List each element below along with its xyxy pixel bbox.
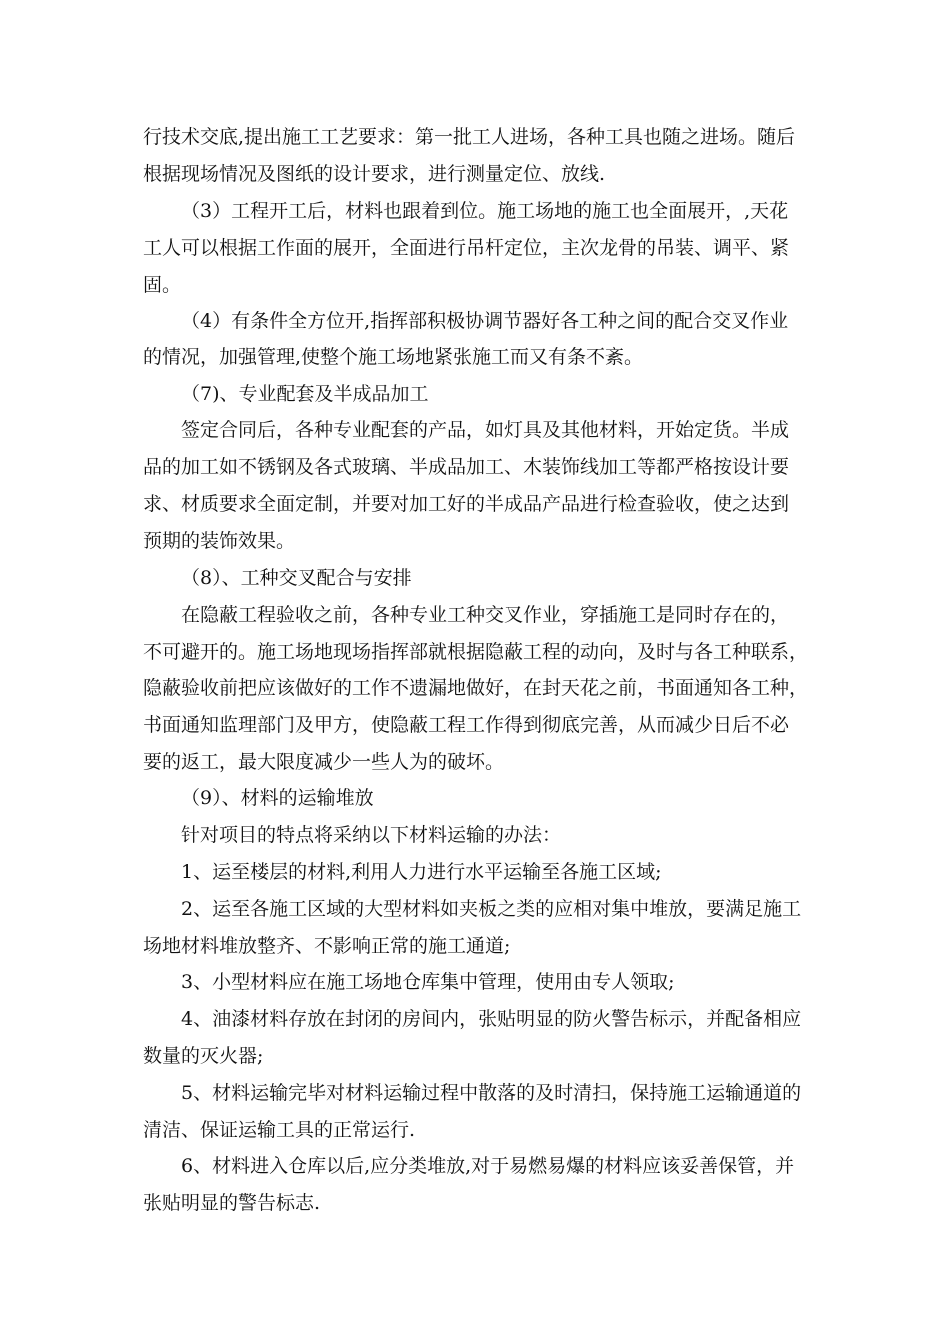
section-heading: （9）、材料的运输堆放 (181, 787, 374, 809)
section-heading: （7)、专业配套及半成品加工 (181, 383, 429, 405)
list-item: 5、材料运输完毕对材料运输过程中散落的及时清扫，保持施工运输通道的 (181, 1082, 802, 1104)
list-item: 3、小型材料应在施工场地仓库集中管理，使用由专人领取; (181, 971, 675, 993)
text-line: 品的加工如不锈钢及各式玻璃、半成品加工、木装饰线加工等都严格按设计要 (143, 456, 790, 478)
text-line: （4）有条件全方位开,指挥部积极协调节器好各工种之间的配合交叉作业 (181, 310, 789, 332)
text-line: 清洁、保证运输工具的正常运行. (143, 1119, 416, 1141)
text-line: 不可避开的。施工场地现场指挥部就根据隐蔽工程的动向，及时与各工种联系， (143, 641, 809, 663)
text-line: 行技术交底,提出施工工艺要求：第一批工人进场，各种工具也随之进场。随后 (143, 126, 796, 148)
list-item: 6、材料进入仓库以后,应分类堆放,对于易燃易爆的材料应该妥善保管，并 (181, 1155, 795, 1177)
text-line: 书面通知监理部门及甲方，使隐蔽工程工作得到彻底完善，从而减少日后不必 (143, 714, 790, 736)
text-line: 在隐蔽工程验收之前，各种专业工种交叉作业，穿插施工是同时存在的， (181, 604, 790, 626)
text-line: 求、材质要求全面定制，并要对加工好的半成品产品进行检查验收，使之达到 (143, 493, 790, 515)
section-heading: （8）、工种交叉配合与安排 (181, 567, 412, 589)
text-line: 隐蔽验收前把应该做好的工作不遗漏地做好，在封天花之前，书面通知各工种， (143, 677, 809, 699)
text-line: 要的返工，最大限度减少一些人为的破坏。 (143, 751, 505, 773)
text-line: 数量的灭火器; (143, 1045, 264, 1067)
text-line: 固。 (143, 274, 182, 296)
text-line: （3）工程开工后，材料也跟着到位。施工场地的施工也全面展开，,天花 (181, 200, 789, 222)
text-line: 工人可以根据工作面的展开，全面进行吊杆定位，主次龙骨的吊装、调平、紧 (143, 237, 790, 259)
list-item: 2、运至各施工区域的大型材料如夹板之类的应相对集中堆放，要满足施工 (181, 898, 802, 920)
text-line: 根据现场情况及图纸的设计要求，进行测量定位、放线. (143, 163, 606, 185)
list-item: 4、油漆材料存放在封闭的房间内，张贴明显的防火警告标示，并配备相应 (181, 1008, 802, 1030)
text-line: 张贴明显的警告标志. (143, 1192, 321, 1214)
list-item: 1、运至楼层的材料,利用人力进行水平运输至各施工区域; (181, 861, 662, 883)
text-line: 的情况，加强管理,使整个施工场地紧张施工而又有条不紊。 (143, 346, 644, 368)
text-line: 场地材料堆放整齐、不影响正常的施工通道; (143, 935, 511, 957)
text-line: 签定合同后，各种专业配套的产品，如灯具及其他材料，开始定货。半成 (181, 419, 790, 441)
text-line: 预期的装饰效果。 (143, 530, 296, 552)
text-line: 针对项目的特点将采纳以下材料运输的办法： (181, 824, 562, 846)
